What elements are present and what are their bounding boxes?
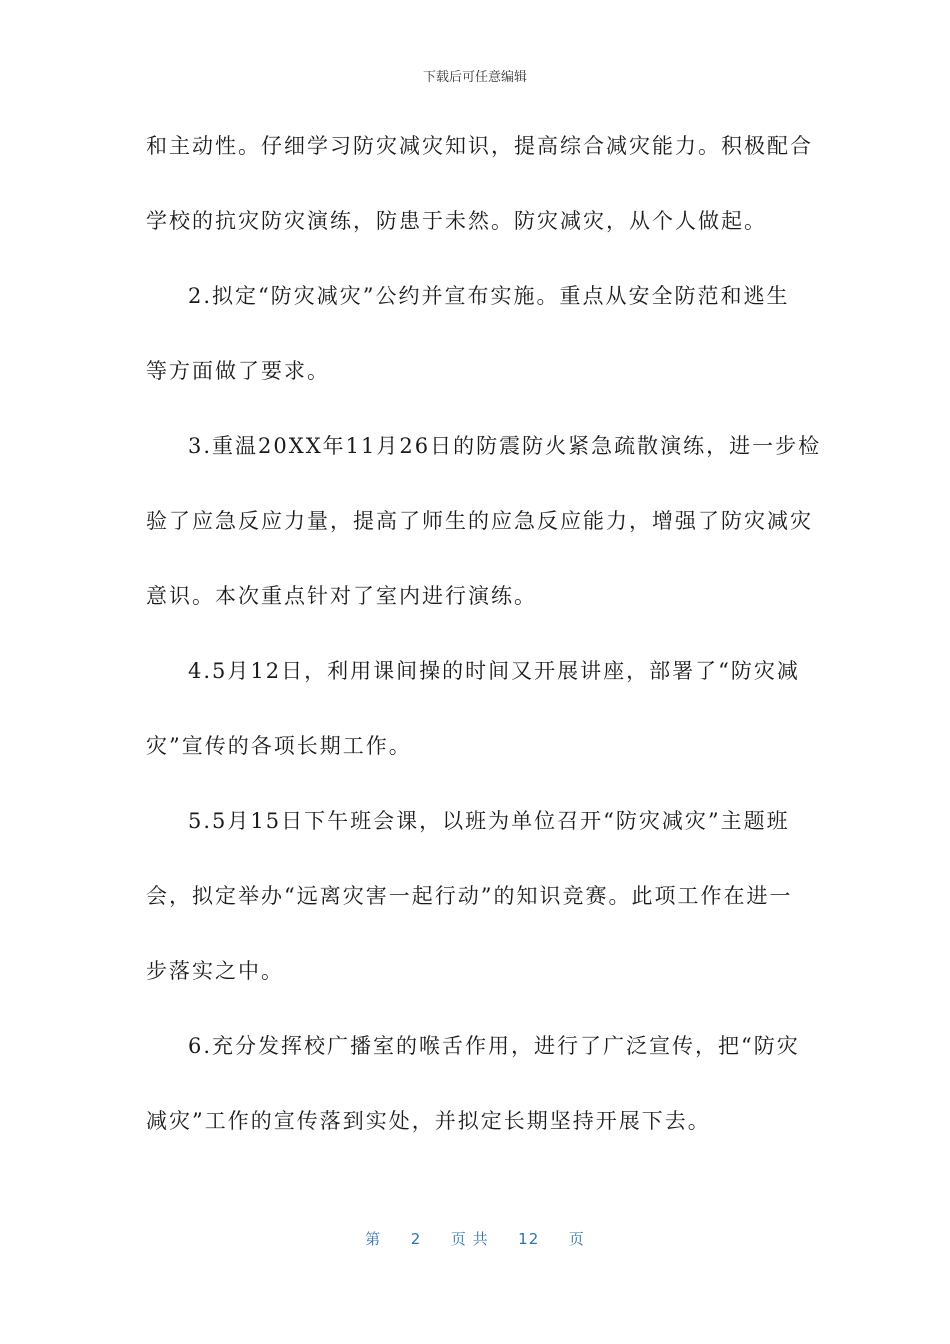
footer-prefix: 第	[365, 1230, 382, 1248]
document-body	[146, 126, 822, 1176]
text-line: 减灾”工作的宣传落到实处，并拟定长期坚持开展下去。	[146, 1109, 711, 1133]
text-line: 2.拟定“防灾减灾”公约并宣布实施。重点从安全防范和逃生	[188, 284, 790, 308]
text-line: 4.5月12日，利用课间操的时间又开展讲座，部署了“防灾减	[188, 659, 800, 683]
text-line: 会，拟定举办“远离灾害一起行动”的知识竞赛。此项工作在进一	[146, 884, 793, 908]
text-line: 5.5月15日下午班会课，以班为单位召开“防灾减灾”主题班	[188, 809, 790, 833]
text-line: 和主动性。仔细学习防灾减灾知识，提高综合减灾能力。积极配合	[146, 134, 813, 158]
text-line: 6.充分发挥校广播室的喉舌作用，进行了广泛宣传，把“防灾	[188, 1034, 800, 1058]
text-line: 步落实之中。	[146, 959, 284, 983]
text-line: 意识。本次重点针对了室内进行演练。	[146, 584, 537, 608]
total-pages-number: 12	[518, 1230, 540, 1248]
current-page-number: 2	[410, 1230, 422, 1248]
page-footer	[0, 1228, 950, 1249]
footer-suffix: 页	[568, 1230, 585, 1248]
text-line: 学校的抗灾防灾演练，防患于未然。防灾减灾，从个人做起。	[146, 209, 767, 233]
footer-middle: 页 共	[450, 1230, 489, 1248]
page-header-note: 下载后可任意编辑	[422, 70, 527, 85]
text-line: 等方面做了要求。	[146, 359, 330, 383]
text-line: 3.重温20XX年11月26日的防震防火紧急疏散演练，进一步检	[188, 434, 822, 458]
text-line: 验了应急反应力量，提高了师生的应急反应能力，增强了防灾减灾	[146, 509, 813, 533]
text-line: 灾”宣传的各项长期工作。	[146, 734, 412, 758]
